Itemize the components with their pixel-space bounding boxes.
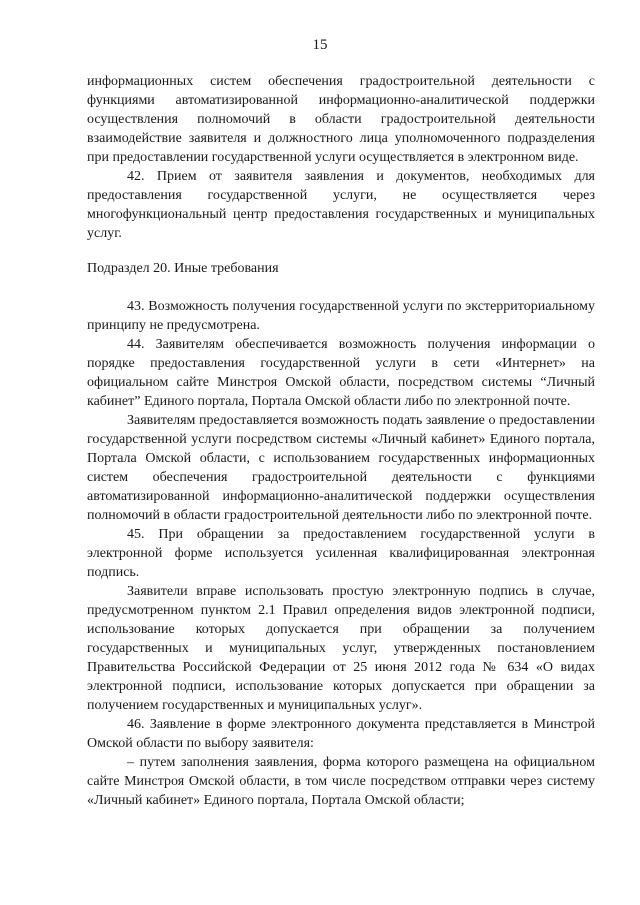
paragraph-46: 46. Заявление в форме электронного документа представляется в Минстрой Омской области по выбору заявителя: bbox=[87, 717, 595, 751]
paragraph-45-simple-signature: Заявители вправе использовать простую электронную подпись в случае, предусмотренном пунктом 2.1 Правил определения видов электронной подписи, использование которых допускается при обращении за получением государственных и муниципальных услуг, утвержденных постановлением Правительства Российской Федерации от 25 июня 2012 года № 634 «О видах электронной подписи, использование которых допускается при обращении за получением государственных и муниципальных услуг». bbox=[87, 584, 595, 713]
page-number: 15 bbox=[312, 37, 328, 53]
paragraph-44: 44. Заявителям обеспечивается возможность получения информации о порядке предоставления государственной услуги в сети «Интернет» на официальном сайте Минстроя Омской области, посредством системы “Личный кабинет” Единого портала, Портала Омской области либо по электронной почте. bbox=[87, 337, 595, 409]
document-body bbox=[87, 72, 595, 810]
paragraph-42: 42. Прием от заявителя заявления и документов, необходимых для предоставления государственной услуги, не осуществляется через многофункциональный центр предоставления государственных и муниципальных услуг. bbox=[87, 169, 595, 241]
paragraph-43: 43. Возможность получения государственной услуги по экстерриториальному принципу не предусмотрена. bbox=[87, 299, 595, 333]
section-heading: Подраздел 20. Иные требования bbox=[87, 261, 279, 276]
paragraph-continuation: информационных систем обеспечения градостроительной деятельности с функциями автоматизированной информационно-аналитической поддержки осуществления полномочий в области градостроительной деятельности взаимодействие заявителя и должностного лица уполномоченного подразделения при предоставлении государственной услуги осуществляется в электронном виде. bbox=[87, 74, 595, 165]
paragraph-46-item-1: – путем заполнения заявления, форма которого размещена на официальном сайте Минстроя Омской области, в том числе посредством отправки через систему «Личный кабинет» Единого портала, Портала Омской области; bbox=[87, 755, 595, 808]
paragraph-45: 45. При обращении за предоставлением государственной услуги в электронной форме используется усиленная квалифицированная электронная подпись. bbox=[87, 527, 595, 580]
paragraph-44-application: Заявителям предоставляется возможность подать заявление о предоставлении государственной услуги посредством системы «Личный кабинет» Единого портала, Портала Омской области, с использованием государственных информационных систем обеспечения градостроительной деятельности с функциями автоматизированной информационно-аналитической поддержки осуществления полномочий в области градостроительной деятельности либо по электронной почте. bbox=[87, 413, 595, 523]
